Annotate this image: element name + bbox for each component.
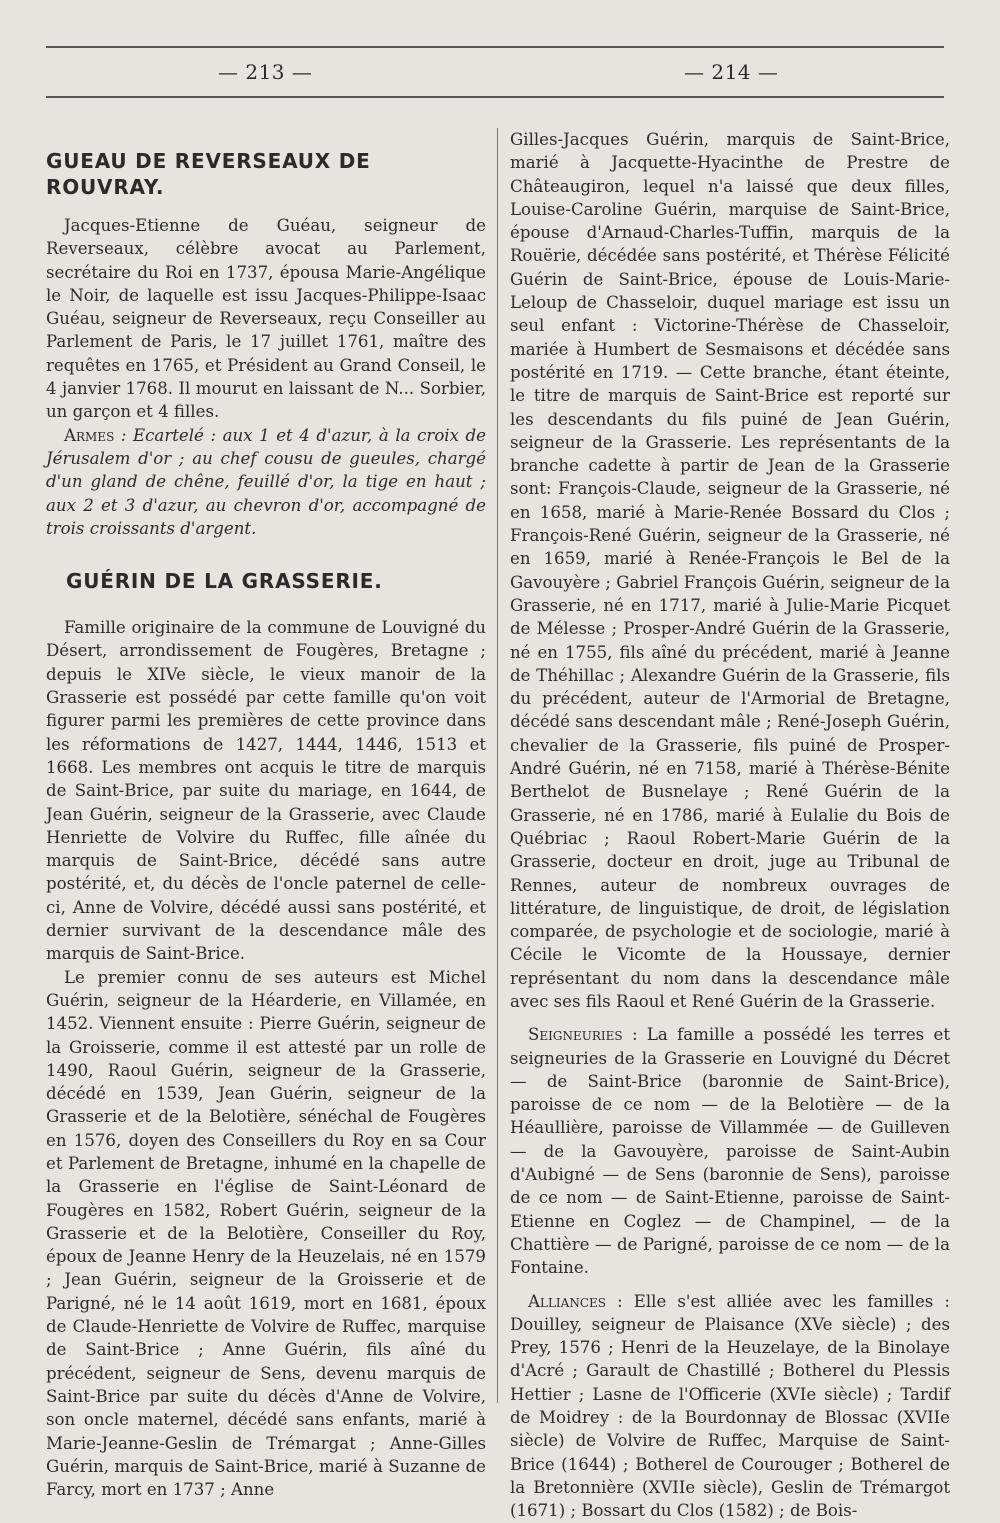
guerin-paragraph-1: Famille originaire de la commune de Louvigné du Désert, arrondissement de Fougères, Bretagne ; depuis le XIVe siècle, le vieux manoir de la Grasserie est possédé par cette famille qu'on voit figurer parmi les premières de cette province dans les réformations de 1427, 1444, 1446, 1513 et 1668. Les membres ont acquis le titre de marquis de Saint-Brice, par suite du mariage, en 1644, de Jean Guérin, seigneur de la Grasserie, avec Claude Henriette de Volvire du Ruffec, fille aînée du marquis de Saint-Brice, décédé sans autre postérité, et, du décès de l'oncle paternel de celle-ci, Anne de Volvire, décédé aussi sans postérité, et dernier survivant de la descendance mâle des marquis de Saint-Brice. (46, 618, 486, 964)
right-page-number: — 214 — (684, 60, 779, 84)
alliances-paragraph (510, 1290, 950, 1523)
guerin-continued-paragraph: Gilles-Jacques Guérin, marquis de Saint-Brice, marié à Jacquette-Hyacinthe de Prestre de Châteaugiron, lequel n'a laissé que deux filles, Louise-Caroline Guérin, marquise de Saint-Brice, épouse d'Arnaud-Charles-Tuffin, marquis de la Rouërie, décédée sans postérité, et Thérèse Félicité Guérin de Saint-Brice, épouse de Louis-Marie-Leloup de Chasseloir, duquel mariage est issu un seul enfant : Victorine-Thérèse de Chasseloir, mariée à Humbert de Sesmaisons et décédée sans postérité en 1719. — Cette branche, étant éteinte, le titre de marquis de Saint-Brice est reporté sur les descendants du fils puiné de Jean Guérin, seigneur de la Grasserie. Les représentants de la branche cadette à partir de Jean de la Grasserie sont: François-Claude, seigneur de la Grasserie, né en 1658, marié à Marie-Renée Bossard du Clos ; François-René Guérin, seigneur de la Grasserie, né en 1659, marié à Renée-François le Bel de la Gavouyère ; Gabriel François Guérin, seigneur de la Grasserie, né en 1717, marié à Julie-Marie Picquet de Mélesse ; Prosper-André Guérin de la Grasserie, né en 1755, fils aîné du précédent, marié à Jeanne de Théhillac ; Alexandre Guérin de la Grasserie, fils du précédent, auteur de l'Armorial de Bretagne, décédé sans descendant mâle ; René-Joseph Guérin, chevalier de la Grasserie, fils puiné de Prosper-André Guérin, né en 7158, marié à Thérèse-Bénite Berthelot de Busnelaye ; René Guérin de la Grasserie, né en 1786, marié à Eulalie du Bois de Québriac ; Raoul Robert-Marie Guérin de la Grasserie, docteur en droit, juge au Tribunal de Rennes, auteur de nombreux ouvrages de littérature, de linguistique, de droit, de législation comparée, de psychologie et de sociologie, marié à Cécile le Vicomte de la Houssaye, dernier représentant du nom dans la descendance mâle avec ses fils Raoul et René Guérin de la Grasserie. (510, 130, 950, 1011)
column-divider (497, 128, 498, 1403)
gueau-armes (46, 424, 486, 540)
alliances-label: Alliances (528, 1291, 606, 1311)
seigneuries-paragraph (510, 1023, 950, 1279)
seigneuries-label: Seigneuries (528, 1025, 623, 1045)
gueau-paragraph: Jacques-Etienne de Guéau, seigneur de Reverseaux, célèbre avocat au Parlement, secrétaire du Roi en 1737, épousa Marie-Angélique le Noir, de laquelle est issu Jacques-Philippe-Isaac Guéau, seigneur de Reverseaux, reçu Conseiller au Parlement de Paris, le 17 juillet 1761, maître des requêtes en 1765, et Président au Grand Conseil, le 4 janvier 1768. Il mourut en laissant de N... Sorbier, un garçon et 4 filles. (46, 216, 486, 422)
section-title-gueau: GUEAU DE REVERSEAUX DE ROUVRAY. (46, 149, 371, 199)
seigneuries-text: : La famille a possédé les terres et seigneuries de la Grasserie en Louvigné du Décret — de Saint-Brice (baronnie de Saint-Brice), paroisse de ce nom — de la Belotière — de la Héaullière, paroisse de Villammée — de Guilleven — de la Gavouyère, paroisse de Saint-Aubin d'Aubigné — de Sens (baronnie de Sens), paroisse de ce nom — de Saint-Etienne, paroisse de Saint-Etienne en Coglez — de Champinel, — de la Chattière — de Parigné, paroisse de ce nom — de la Fontaine. (510, 1025, 950, 1278)
alliances-text: : Elle s'est alliée avec les familles : Douilley, seigneur de Plaisance (XVe siècle) ; des Prey, 1576 ; Henri de la Heuzelaye, de la Binolaye d'Acré ; Garault de Chastillé ; Botherel du Plessis Hettier ; Lasne de l'Officerie (XVIe siècle) ; Tardif de Moidrey : de la Bourdonnay de Blossac (XVIIe siècle) de Volvire de Ruffec, Marquise de Saint-Brice (1644) ; Botherel de Courouger ; Botherel de la Bretonnière (XVIIe siècle), Geslin de Trémargot (1671) ; Bossart du Clos (1582) ; de Bois- (510, 1291, 950, 1521)
right-column (510, 128, 950, 1523)
top-rule (46, 46, 944, 48)
left-column (46, 128, 486, 1501)
armes-text: : Ecartelé : aux 1 et 4 d'azur, à la croix de Jérusalem d'or ; au chef cousu de gueules, chargé d'un gland de chêne, feuillé d'or, la tige en haut ; aux 2 et 3 d'azur, au chevron d'or, accompagné de trois croissants d'argent. (46, 425, 486, 538)
guerin-paragraph-2: Le premier connu de ses auteurs est Michel Guérin, seigneur de la Héarderie, en Villamée, en 1452. Viennent ensuite : Pierre Guérin, seigneur de la Groisserie, comme il est attesté par un rolle de 1490, Raoul Guérin, seigneur de la Grasserie, décédé en 1539, Jean Guérin, seigneur de la Grasserie et de la Belotière, sénéchal de Fougères en 1576, doyen des Conseillers du Roy en sa Cour et Parlement de Bretagne, inhumé en la chapelle de la Grasserie en l'église de Saint-Léonard de Fougères en 1582, Robert Guérin, seigneur de la Grasserie et de la Belotière, Conseiller du Roy, époux de Jeanne Henry de la Heuzelais, né en 1579 ; Jean Guérin, seigneur de la Groisserie et de Parigné, né le 14 août 1619, mort en 1681, époux de Claude-Henriette de Volvire de Ruffec, marquise de Saint-Brice ; Anne Guérin, fils aîné du précédent, seigneur de Sens, devenu marquis de Saint-Brice par suite du décès d'Anne de Volvire, son oncle maternel, décédé sans enfants, marié à Marie-Jeanne-Geslin de Trémargat ; Anne-Gilles Guérin, marquis de Saint-Brice, marié à Suzanne de Farcy, mort en 1737 ; Anne (46, 967, 486, 1500)
section-title-guerin: GUÉRIN DE LA GRASSERIE. (66, 569, 383, 594)
left-page-number: — 213 — (218, 60, 313, 84)
armes-label: Armes (64, 425, 115, 445)
header-rule (46, 96, 944, 98)
